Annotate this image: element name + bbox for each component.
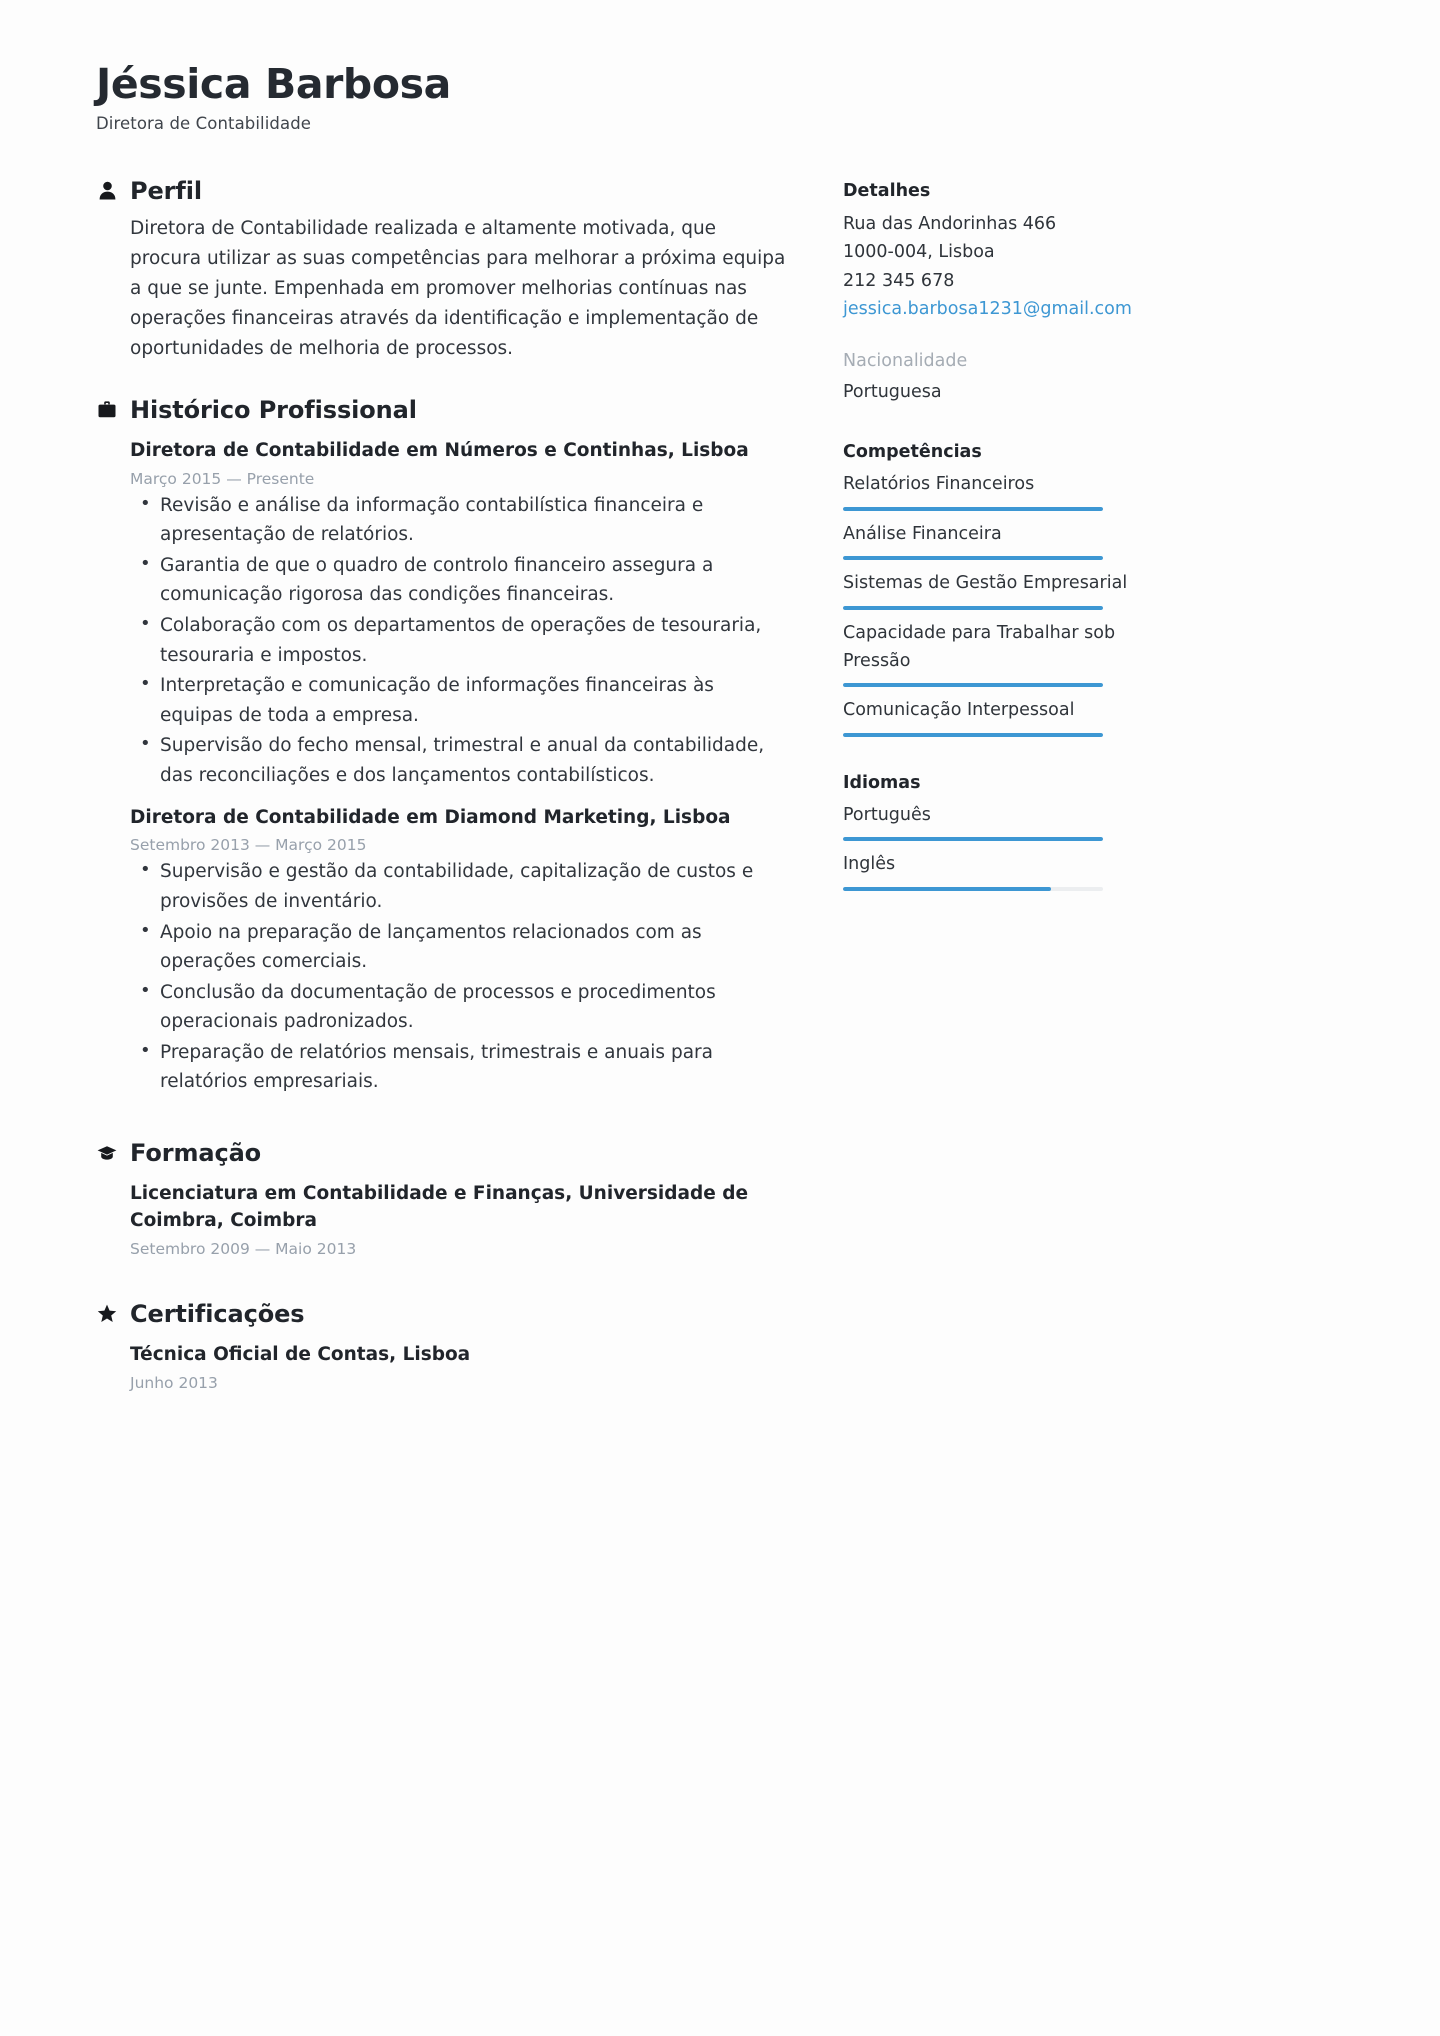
- list-item: • Apoio na preparação de lançamentos relacionados com as operações comerciais.: [130, 918, 788, 977]
- skill-bar: [843, 507, 1103, 511]
- address-line-2: 1000-004, Lisboa: [843, 242, 995, 263]
- section-profile: [96, 177, 788, 364]
- skill-bar-fill: [843, 556, 1103, 560]
- section-education-header: [96, 1139, 788, 1167]
- candidate-name: Jéssica Barbosa: [96, 60, 451, 108]
- graduation-cap-icon: [96, 1141, 118, 1165]
- section-experience: [96, 396, 788, 1097]
- section-education: [96, 1139, 788, 1258]
- email-link[interactable]: jessica.barbosa1231@gmail.com: [843, 298, 1132, 319]
- section-education-body: [96, 1181, 788, 1258]
- sidebar-skills-heading: Competências: [843, 441, 982, 462]
- skill-name: Sistemas de Gestão Empresarial: [843, 573, 1128, 594]
- address-line-1: Rua das Andorinhas 466: [843, 213, 1057, 234]
- list-item: • Preparação de relatórios mensais, trimestrais e anuais para relatórios empresariais.: [130, 1038, 788, 1097]
- language-bar: [843, 887, 1103, 891]
- list-item: • Colaboração com os departamentos de operações de tesouraria, tesouraria e impostos.: [130, 611, 788, 670]
- main-column: [96, 177, 788, 1398]
- skill-name: Comunicação Interpessoal: [843, 700, 1075, 721]
- person-icon: [96, 179, 118, 203]
- sidebar-details: [843, 181, 1188, 323]
- language-bar-fill: [843, 887, 1051, 891]
- skill-bar: [843, 556, 1103, 560]
- spacer: [96, 1103, 788, 1139]
- language-item: [843, 802, 1188, 842]
- experience-entry-date: Setembro 2013 — Março 2015: [130, 836, 367, 855]
- section-certifications-body: [96, 1342, 788, 1392]
- language-bar-fill: [843, 837, 1103, 841]
- certification-entry-date: Junho 2013: [130, 1373, 218, 1392]
- sidebar-column: [843, 177, 1188, 901]
- nationality-value: Portuguesa: [843, 381, 942, 402]
- star-icon: [96, 1302, 118, 1326]
- list-item: • Revisão e análise da informação contabilística financeira e apresentação de relatórios.: [130, 491, 788, 550]
- skill-bar-fill: [843, 683, 1103, 687]
- section-experience-header: [96, 396, 788, 424]
- nationality-label: Nacionalidade: [843, 351, 968, 372]
- section-certifications-title: Certificações: [130, 1299, 305, 1328]
- section-experience-body: [96, 438, 788, 1097]
- sidebar-details-heading: Detalhes: [843, 180, 931, 201]
- experience-entry-title: Diretora de Contabilidade em Números e Continhas, Lisboa: [130, 439, 749, 461]
- section-education-title: Formação: [130, 1139, 262, 1168]
- resume-columns: [0, 177, 1440, 1398]
- section-certifications: [96, 1300, 788, 1392]
- list-item: • Supervisão e gestão da contabilidade, capitalização de custos e provisões de inventário.: [130, 857, 788, 916]
- skill-bar: [843, 683, 1103, 687]
- skill-item: [843, 570, 1188, 610]
- language-name: Inglês: [843, 854, 896, 875]
- list-item: • Supervisão do fecho mensal, trimestral e anual da contabilidade, das reconciliações e dos lançamentos contabilísticos.: [130, 731, 788, 790]
- list-item: • Garantia de que o quadro de controlo financeiro assegura a comunicação rigorosa das condições financeiras.: [130, 551, 788, 610]
- skill-bar-fill: [843, 507, 1103, 511]
- experience-entry-bullets: [130, 857, 788, 1097]
- certification-entry-title: Técnica Oficial de Contas, Lisboa: [130, 1343, 471, 1365]
- experience-entry: [130, 438, 788, 791]
- candidate-job-title: Diretora de Contabilidade: [96, 113, 312, 133]
- skill-bar-fill: [843, 733, 1103, 737]
- section-profile-header: [96, 177, 788, 205]
- language-bar: [843, 837, 1103, 841]
- phone-number: 212 345 678: [843, 270, 955, 291]
- list-item: • Interpretação e comunicação de informações financeiras às equipas de toda a empresa.: [130, 671, 788, 730]
- skill-bar-fill: [843, 606, 1103, 610]
- section-experience-title: Histórico Profissional: [130, 395, 417, 424]
- briefcase-icon: [96, 398, 118, 422]
- skill-item: [843, 471, 1188, 511]
- resume-header: [0, 0, 1440, 133]
- education-entry-title: Licenciatura em Contabilidade e Finanças, Universidade de Coimbra, Coimbra: [130, 1183, 749, 1231]
- spacer: [96, 370, 788, 396]
- section-profile-body: [96, 214, 788, 364]
- section-profile-title: Perfil: [130, 176, 202, 205]
- skill-bar: [843, 606, 1103, 610]
- spacer: [96, 1264, 788, 1300]
- sidebar-languages: [843, 773, 1188, 891]
- sidebar-languages-heading: Idiomas: [843, 772, 921, 793]
- education-entry: [130, 1181, 788, 1258]
- experience-entry-date: Março 2015 — Presente: [130, 469, 315, 488]
- skill-bar: [843, 733, 1103, 737]
- section-certifications-header: [96, 1300, 788, 1328]
- education-entry-date: Setembro 2009 — Maio 2013: [130, 1239, 357, 1258]
- list-item: • Conclusão da documentação de processos e procedimentos operacionais padronizados.: [130, 978, 788, 1037]
- profile-text: Diretora de Contabilidade realizada e altamente motivada, que procura utilizar as suas competências para melhorar a próxima equipa a que se junte. Empenhada em promover melhorias contínuas nas operações financeiras através da identificação e implementação de oportunidades de melhoria de processos.: [130, 217, 786, 359]
- language-name: Português: [843, 804, 931, 825]
- sidebar-skills: [843, 442, 1188, 737]
- skill-item: [843, 521, 1188, 561]
- language-item: [843, 851, 1188, 891]
- skill-name: Análise Financeira: [843, 523, 1002, 544]
- experience-entry: [130, 805, 788, 1098]
- sidebar-nationality: [843, 347, 1188, 406]
- skill-item: [843, 697, 1188, 737]
- skill-item: [843, 620, 1188, 687]
- skill-name: Relatórios Financeiros: [843, 473, 1035, 494]
- experience-entry-title: Diretora de Contabilidade em Diamond Marketing, Lisboa: [130, 806, 731, 828]
- experience-entry-bullets: [130, 491, 788, 791]
- certification-entry: [130, 1342, 788, 1392]
- skill-name: Capacidade para Trabalhar sob Pressão: [843, 622, 1116, 671]
